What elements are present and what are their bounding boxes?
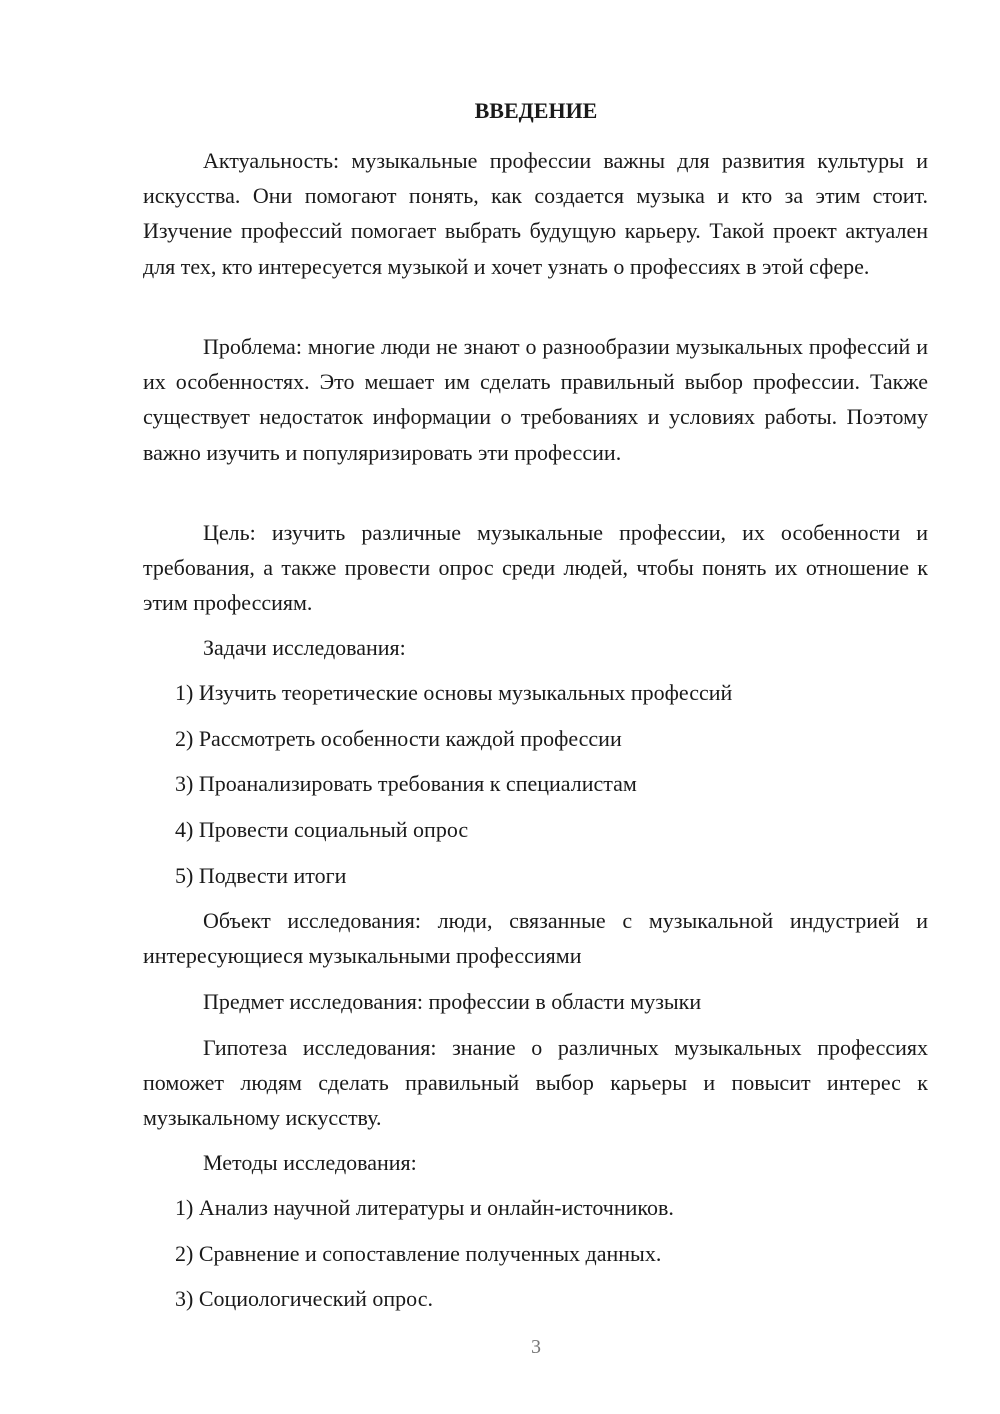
relevance-paragraph: Актуальность: музыкальные профессии важны для развития культуры и искусства. Они помогают понять, как создается музыка и кто за этим стоит. Изучение профессий помогает выбрать будущую карьеру. Такой проект актуален для тех, кто интересуется музыкой и хочет узнать о профессиях в этой сфере. — [143, 148, 928, 279]
task-item: 1) Изучить теоретические основы музыкальных профессий — [175, 680, 733, 705]
page-number: 3 — [531, 1336, 541, 1358]
object-paragraph: Объект исследования: люди, связанные с музыкальной индустрией и интересующиеся музыкальными профессиями — [143, 908, 928, 969]
subject-line: Предмет исследования: профессии в области музыки — [203, 989, 702, 1014]
page-title: ВВЕДЕНИЕ — [474, 98, 598, 123]
goal-paragraph: Цель: изучить различные музыкальные профессии, их особенности и требования, а также провести опрос среди людей, чтобы понять их отношение к этим профессиям. — [143, 520, 928, 616]
task-item: 2) Рассмотреть особенности каждой профессии — [175, 726, 622, 751]
methods-label: Методы исследования: — [203, 1150, 417, 1175]
task-item: 4) Провести социальный опрос — [175, 817, 469, 842]
tasks-label: Задачи исследования: — [203, 635, 406, 660]
method-item: 3) Социологический опрос. — [175, 1286, 433, 1311]
task-item: 5) Подвести итоги — [175, 863, 347, 888]
task-item: 3) Проанализировать требования к специалистам — [175, 771, 637, 796]
method-item: 2) Сравнение и сопоставление полученных данных. — [175, 1241, 662, 1266]
hypothesis-paragraph: Гипотеза исследования: знание о различных музыкальных профессиях поможет людям сделать правильный выбор карьеры и повысит интерес к музыкальному искусству. — [143, 1035, 928, 1131]
method-item: 1) Анализ научной литературы и онлайн-источников. — [175, 1195, 674, 1220]
problem-paragraph: Проблема: многие люди не знают о разнообразии музыкальных профессий и их особенностях. Это мешает им сделать правильный выбор профессии. Также существует недостаток информации о требованиях и условиях работы. Поэтому важно изучить и популяризировать эти профессии. — [143, 334, 928, 465]
